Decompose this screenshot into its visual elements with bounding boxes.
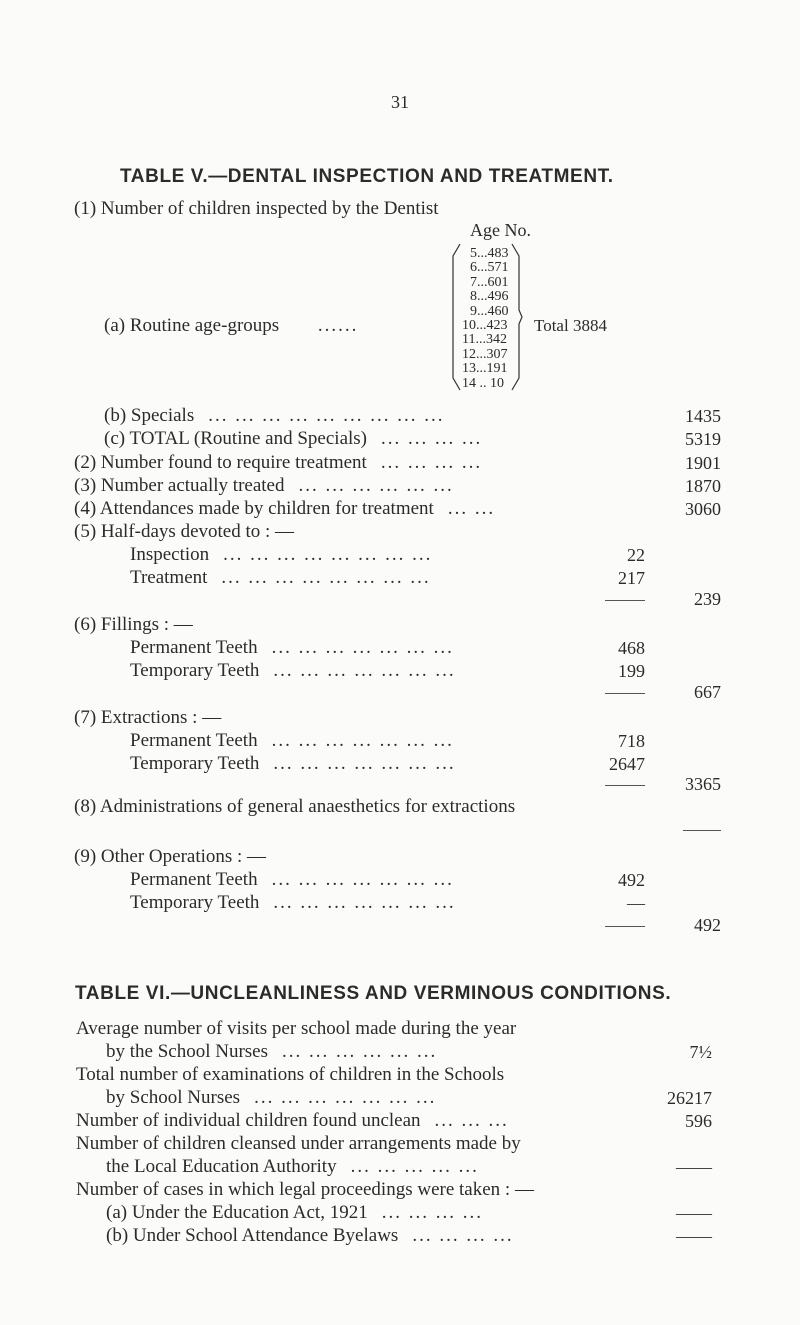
item7-subtotal-rule: [605, 785, 645, 786]
t6-row4a-label-text: Number of children cleansed under arrangements made by: [76, 1133, 521, 1154]
fill-perm-dots: ... ... ... ... ... ... ...: [271, 637, 454, 658]
item2-label-text: (2) Number found to require treatment: [74, 452, 367, 473]
total-rs-dots: ... ... ... ...: [381, 428, 483, 449]
age-row: 8...496: [470, 289, 509, 305]
age-row: 7...601: [470, 274, 509, 290]
fill-temp-label-text: Temporary Teeth: [130, 660, 260, 681]
oth-temp-label: [130, 892, 456, 914]
item3-label: [74, 475, 454, 497]
age-header: Age No.: [470, 220, 531, 240]
ext-perm-label-text: Permanent Teeth: [130, 730, 258, 751]
item9-total-value: 492: [694, 915, 721, 935]
t6-row5a-label-text: (a) Under the Education Act, 1921: [106, 1202, 368, 1223]
t6-row1a-label-text: Average number of visits per school made during the year: [76, 1018, 517, 1039]
item9-label: [74, 846, 266, 868]
t6-row3-dots: ... ... ...: [434, 1110, 509, 1131]
item9-label-text: (9) Other Operations : —: [74, 846, 267, 867]
t6-row1a-label: [76, 1018, 516, 1040]
ext-temp-dots: ... ... ... ... ... ... ...: [273, 753, 456, 774]
item6-label-text: (6) Fillings : —: [74, 614, 193, 635]
t6-row4b-label-text: the Local Education Authority: [106, 1156, 337, 1177]
t6-row5b-label-text: (b) Under School Attendance Byelaws: [106, 1225, 399, 1246]
specials-label-text: (b) Specials: [104, 405, 195, 426]
item3-value: 1870: [685, 476, 721, 496]
t6-row2b-dots: ... ... ... ... ... ... ...: [254, 1087, 437, 1108]
t6-row1b-label: [106, 1041, 437, 1063]
item7-label: [74, 707, 221, 729]
specials-dots: ... ... ... ... ... ... ... ... ...: [208, 405, 445, 426]
t6-row3-label: [76, 1110, 509, 1132]
inspection-label-text: Inspection: [130, 544, 210, 565]
item4-label: [74, 498, 495, 520]
ext-temp-label-text: Temporary Teeth: [130, 753, 260, 774]
fill-temp-dots: ... ... ... ... ... ... ...: [273, 660, 456, 681]
table6-title: TABLE VI.—UNCLEANLINESS AND VERMINOUS CONDITIONS.: [75, 983, 672, 1004]
item7-label-text: (7) Extractions : —: [74, 707, 222, 728]
item3-dots: ... ... ... ... ... ...: [298, 475, 454, 496]
t6-row5b-dots: ... ... ... ...: [412, 1225, 514, 1246]
specials-label: [104, 405, 444, 427]
ext-temp-label: [130, 753, 456, 775]
oth-perm-value: 492: [618, 870, 645, 890]
item4-value: 3060: [685, 499, 721, 519]
oth-temp-dots: ... ... ... ... ... ... ...: [273, 892, 456, 913]
inspection-dots: ... ... ... ... ... ... ... ...: [223, 544, 433, 565]
item6-total-value: 667: [694, 682, 721, 702]
item4-label-text: (4) Attendances made by children for treatment: [74, 498, 434, 519]
routine-label: [104, 315, 358, 337]
fill-temp-label: [130, 660, 456, 682]
t6-row1b-value: 7½: [689, 1042, 712, 1062]
t6-row3-label-text: Number of individual children found unclean: [76, 1110, 421, 1131]
item6-label: [74, 614, 193, 636]
item5-label: [74, 521, 294, 543]
t6-row3-value: 596: [685, 1111, 712, 1131]
fill-perm-label: [130, 637, 454, 659]
ext-perm-label: [130, 730, 454, 752]
table5-title: TABLE V.—DENTAL INSPECTION AND TREATMENT.: [120, 166, 614, 187]
ext-temp-value: 2647: [609, 754, 645, 774]
item8-rule: [683, 830, 721, 831]
age-row: 11...342: [462, 332, 507, 348]
treatment-label-text: Treatment: [130, 567, 208, 588]
total-rs-label-text: (c) TOTAL (Routine and Specials): [104, 428, 368, 449]
ext-perm-dots: ... ... ... ... ... ... ...: [271, 730, 454, 751]
fill-perm-value: 468: [618, 638, 645, 658]
fill-perm-label-text: Permanent Teeth: [130, 637, 258, 658]
t6-row5a-value: ——: [676, 1203, 712, 1223]
t6-row5a-dots: ... ... ... ...: [381, 1202, 483, 1223]
t6-row5-label-text: Number of cases in which legal proceedings were taken : —: [76, 1179, 534, 1200]
age-brace-right: [510, 242, 524, 392]
t6-row5b-label: [106, 1225, 514, 1247]
treatment-value: 217: [618, 568, 645, 588]
oth-perm-label: [130, 869, 454, 891]
t6-row2b-label-text: by School Nurses: [106, 1087, 241, 1108]
t6-row5b-value: ——: [676, 1226, 712, 1246]
treatment-label: [130, 567, 431, 589]
age-row: 10...423: [462, 318, 508, 333]
total-rs-label: [104, 428, 482, 450]
age-row: 9...460: [470, 303, 509, 319]
specials-value: 1435: [685, 406, 721, 426]
age-row: 13...191: [462, 361, 508, 377]
age-row: 12...307: [462, 346, 508, 362]
item2-dots: ... ... ... ...: [380, 452, 483, 473]
routine-total: Total 3884: [534, 316, 607, 335]
item2-value: 1901: [685, 453, 721, 473]
item7-total-value: 3365: [685, 774, 721, 794]
total-rs-value: 5319: [685, 429, 721, 449]
item3-label-text: (3) Number actually treated: [74, 475, 285, 496]
item9-subtotal-rule: [605, 926, 645, 927]
inspection-label: [130, 544, 432, 566]
oth-perm-dots: ... ... ... ... ... ... ...: [271, 869, 454, 890]
t6-row2a-label-text: Total number of examinations of children in the Schools: [76, 1064, 505, 1085]
item4-dots: ... ...: [447, 498, 496, 519]
age-row: 14 .. 10: [462, 375, 504, 391]
t6-row2a-label: [76, 1064, 504, 1086]
oth-temp-label-text: Temporary Teeth: [130, 892, 260, 913]
t6-row5-label: [76, 1179, 534, 1201]
t6-row1b-dots: ... ... ... ... ... ...: [282, 1041, 438, 1062]
ext-perm-value: 718: [618, 731, 645, 751]
oth-temp-value: —: [627, 893, 645, 913]
age-brace-left: [448, 242, 462, 392]
item5-subtotal-rule: [605, 600, 645, 601]
item1-label: (1) Number of children inspected by the Dentist: [74, 198, 439, 219]
item8-label: [74, 796, 515, 818]
treatment-dots: ... ... ... ... ... ... ... ...: [221, 567, 431, 588]
oth-perm-label-text: Permanent Teeth: [130, 869, 258, 890]
item2-label: [74, 452, 482, 474]
routine-label-text: (a) Routine age-groups: [104, 315, 280, 336]
t6-row4a-label: [76, 1133, 521, 1155]
routine-dots: ......: [317, 315, 359, 336]
t6-row4b-dots: ... ... ... ... ...: [350, 1156, 479, 1177]
t6-row2b-label: [106, 1087, 436, 1109]
item5-total-value: 239: [694, 589, 721, 609]
t6-row4b-label: [106, 1156, 479, 1178]
page-number: 31: [391, 92, 409, 112]
age-row: 5...483: [470, 246, 509, 261]
t6-row1b-label-text: by the School Nurses: [106, 1041, 269, 1062]
t6-row5a-label: [106, 1202, 483, 1224]
item5-label-text: (5) Half-days devoted to : —: [74, 521, 295, 542]
t6-row2b-value: 26217: [667, 1088, 712, 1108]
age-row: 6...571: [470, 260, 509, 276]
item8-label-text: (8) Administrations of general anaesthetics for extractions: [74, 796, 516, 817]
item6-subtotal-rule: [605, 693, 645, 694]
t6-row4b-value: ——: [676, 1157, 712, 1177]
fill-temp-value: 199: [618, 661, 645, 681]
inspection-value: 22: [627, 545, 645, 565]
